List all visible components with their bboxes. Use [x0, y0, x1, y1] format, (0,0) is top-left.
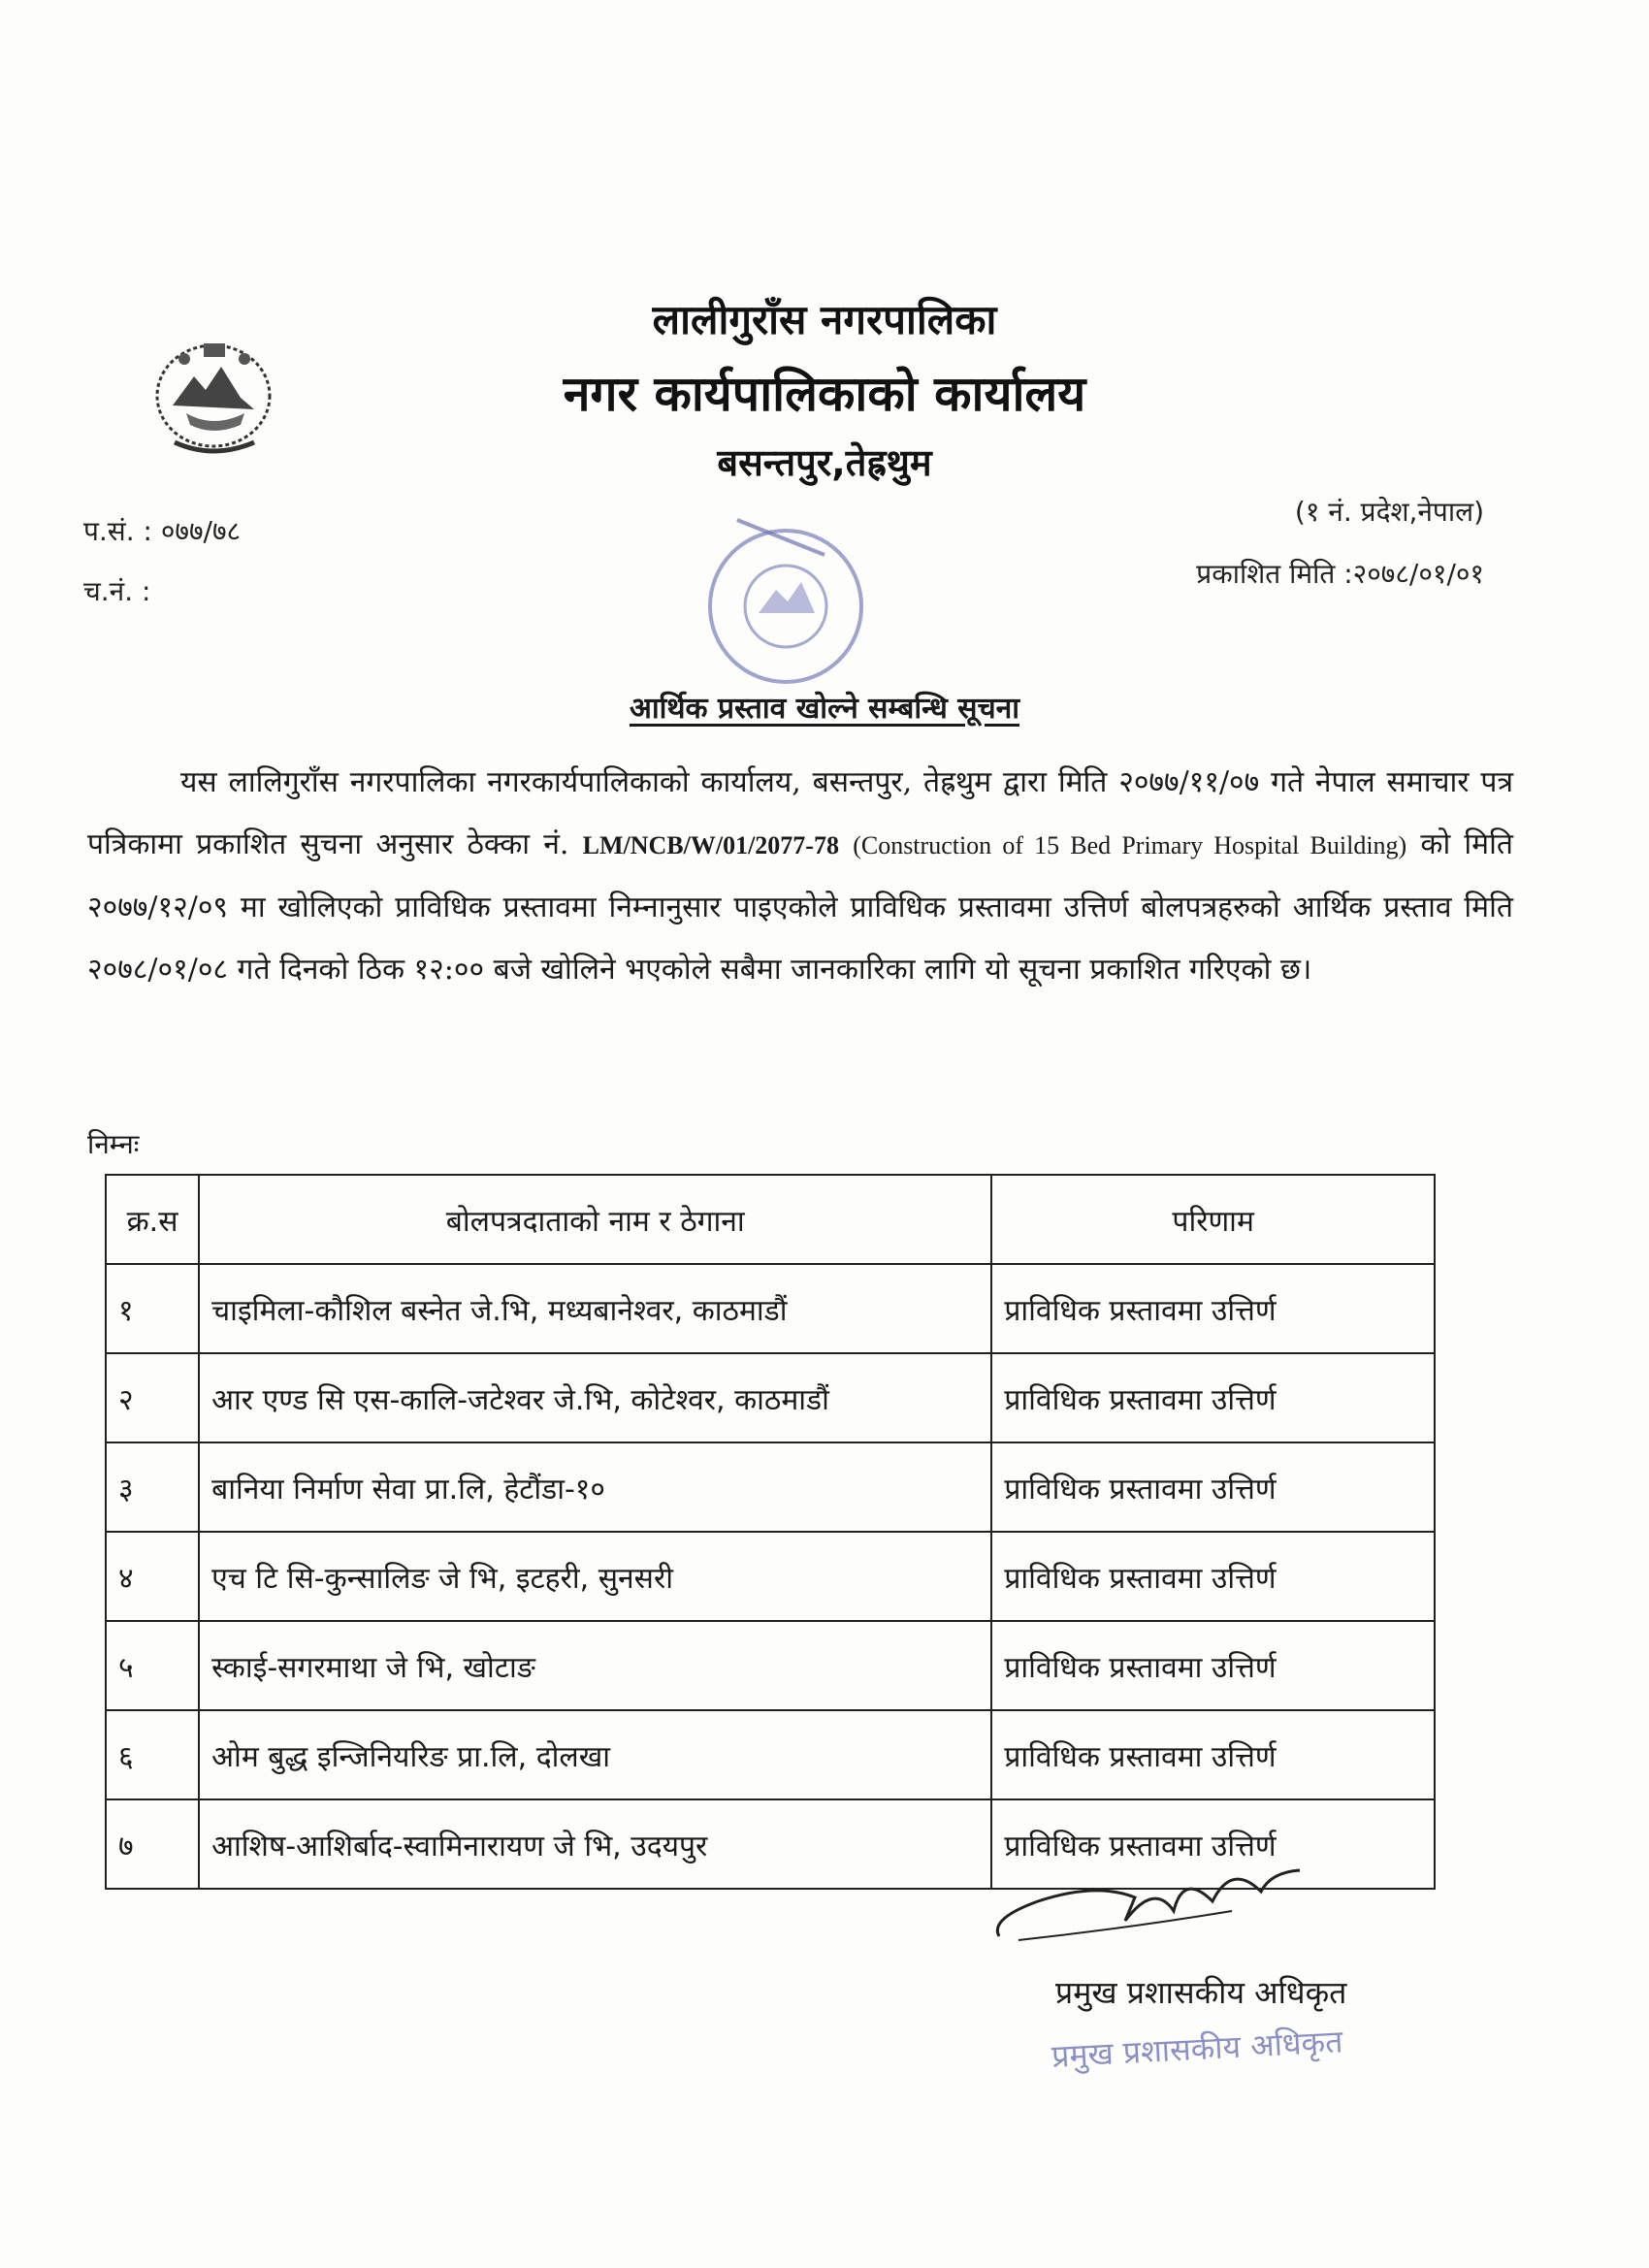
dispatch-number: च.नं. :	[83, 575, 151, 607]
row-bidder: एच टि सि-कुन्सालिङ जे भि, इटहरी, सुनसरी	[199, 1532, 991, 1621]
subject-text: आर्थिक प्रस्ताव खोल्ने सम्बन्धि सूचना	[629, 692, 1020, 726]
row-bidder: स्काई-सगरमाथा जे भि, खोटाङ	[199, 1621, 991, 1710]
table-row	[106, 1264, 1435, 1353]
header-result: परिणाम	[991, 1175, 1435, 1264]
table-row	[106, 1621, 1435, 1710]
contract-number: LM/NCB/W/01/2077-78	[582, 831, 839, 859]
published-date: प्रकाशित मिति :२०७८/०१/०१	[1196, 558, 1484, 590]
row-serial: ६	[106, 1710, 199, 1799]
row-result: प्राविधिक प्रस्तावमा उत्तिर्ण	[991, 1532, 1435, 1621]
results-table	[105, 1174, 1436, 1890]
row-bidder: बानिया निर्माण सेवा प्रा.लि, हेटौंडा-१०	[199, 1442, 991, 1532]
row-serial: २	[106, 1353, 199, 1442]
province-label: (१ नं. प्रदेश,नेपाल)	[1294, 496, 1484, 528]
header-serial: क्र.स	[106, 1175, 199, 1264]
row-result: प्राविधिक प्रस्तावमा उत्तिर्ण	[991, 1264, 1435, 1353]
notice-body	[87, 752, 1513, 1001]
row-bidder: चाइमिला-कौशिल बस्नेत जे.भि, मध्यबानेश्वर, काठमाडौं	[199, 1264, 991, 1353]
row-result: प्राविधिक प्रस्तावमा उत्तिर्ण	[991, 1799, 1435, 1889]
body-part-2: को मिति २०७७/१२/०९ मा खोलिएको प्राविधिक प्रस्तावमा निम्नानुसार पाइएकोले प्राविधिक प्रस्तावमा उत्तिर्ण बोलपत्रहरुको आर्थिक प्रस्ताव मिति २०७८/०१/०८ गते दिनको ठिक १२:०० बजे खोलिने भएकोले सबैमा जानकारिका लागि यो सूचना प्रकाशित गरिएको छ।	[87, 827, 1513, 987]
row-result: प्राविधिक प्रस्तावमा उत्तिर्ण	[991, 1710, 1435, 1799]
contract-name: (Construction of 15 Bed Primary Hospital Building)	[853, 831, 1407, 859]
notice-subject	[0, 687, 1649, 727]
table-row	[106, 1353, 1435, 1442]
row-bidder: ओम बुद्ध इन्जिनियरिङ प्रा.लि, दोलखा	[199, 1710, 991, 1799]
row-serial: ७	[106, 1799, 199, 1889]
municipality-name: लालीगुराँस नगरपालिका	[652, 296, 997, 343]
row-serial: ३	[106, 1442, 199, 1532]
row-bidder: आशिष-आशिर्बाद-स्वामिनारायण जे भि, उदयपुर	[199, 1799, 991, 1889]
table-row	[106, 1710, 1435, 1799]
row-result: प्राविधिक प्रस्तावमा उत्तिर्ण	[991, 1621, 1435, 1710]
row-serial: ४	[106, 1532, 199, 1621]
signatory-title: प्रमुख प्रशासकीय अधिकृत	[1055, 1974, 1347, 2011]
list-label: निम्नः	[87, 1128, 140, 1160]
table-header-row	[106, 1175, 1435, 1264]
row-serial: १	[106, 1264, 199, 1353]
table-row	[106, 1532, 1435, 1621]
row-result: प्राविधिक प्रस्तावमा उत्तिर्ण	[991, 1353, 1435, 1442]
signature-icon	[980, 1843, 1310, 1960]
body-part-1: यस लालिगुराँस नगरपालिका नगरकार्यपालिकाको कार्यालय, बसन्तपुर, तेह्रथुम द्वारा मिति २०७७/११/०७ गते नेपाल समाचार पत्र पत्रिकामा प्रकाशित सुचना अनुसार ठेक्का नं.	[87, 765, 1513, 861]
header-bidder-name: बोलपत्रदाताको नाम र ठेगाना	[199, 1175, 991, 1264]
reference-number: प.सं. : ०७७/७८	[83, 515, 242, 547]
signatory-stamp: प्रमुख प्रशासकीय अधिकृत	[1051, 2023, 1344, 2075]
office-name: नगर कार्यपालिकाको कार्यालय	[563, 366, 1086, 422]
row-result: प्राविधिक प्रस्तावमा उत्तिर्ण	[991, 1442, 1435, 1532]
row-bidder: आर एण्ड सि एस-कालि-जटेश्वर जे.भि, कोटेश्वर, काठमाडौं	[199, 1353, 991, 1442]
office-address: बसन्तपुर,तेह्रथुम	[717, 441, 932, 484]
table-row	[106, 1442, 1435, 1532]
row-serial: ५	[106, 1621, 199, 1710]
office-stamp-icon	[679, 504, 892, 708]
